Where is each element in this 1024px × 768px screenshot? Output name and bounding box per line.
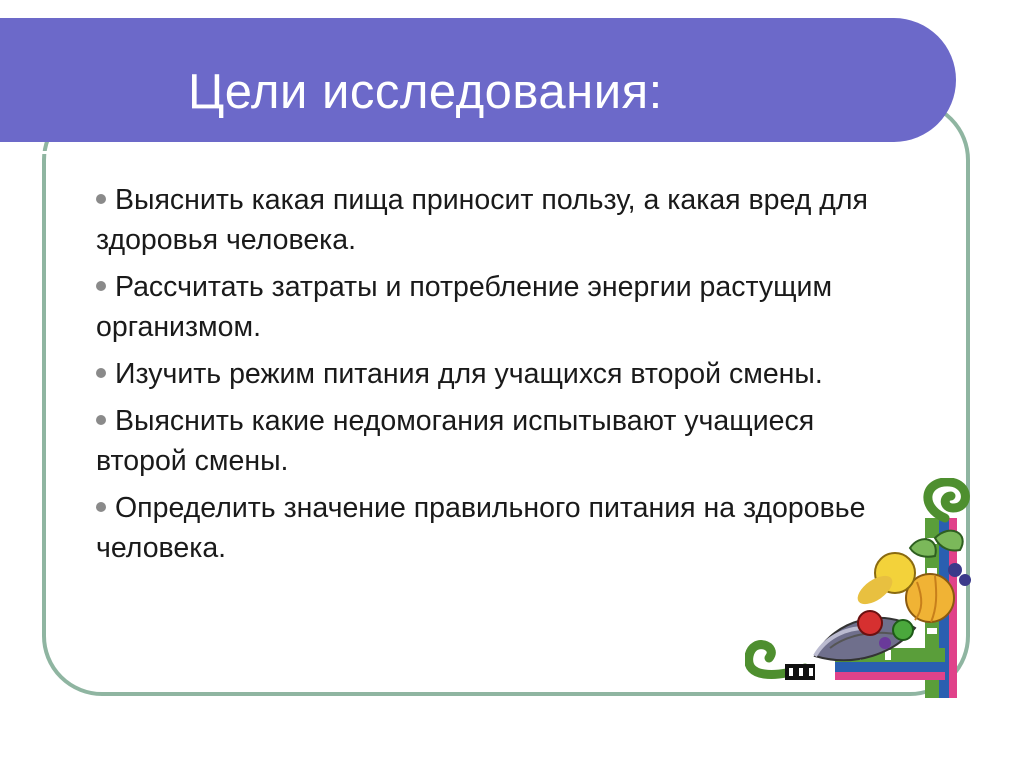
- slide-title: Цели исследования:: [188, 65, 663, 119]
- title-bar: [0, 18, 956, 142]
- list-item-text: Рассчитать затраты и потребление энергии растущим организмом.: [96, 271, 833, 343]
- title-underline: [0, 151, 905, 154]
- list-item-text: Выяснить какие недомогания испытывают учащиеся второй смены.: [96, 405, 815, 477]
- list-item: [96, 267, 886, 347]
- bullet-dot-icon: [96, 415, 106, 425]
- bullet-dot-icon: [96, 194, 106, 204]
- list-item: [96, 180, 886, 260]
- list-item: [96, 354, 886, 394]
- bullet-dot-icon: [96, 368, 106, 378]
- bullet-dot-icon: [96, 502, 106, 512]
- bullet-dot-icon: [96, 281, 106, 291]
- list-item: [96, 401, 886, 481]
- cornucopia-icon: [745, 478, 985, 716]
- list-item-text: Изучить режим питания для учащихся второй смены.: [115, 358, 823, 390]
- list-item-text: Определить значение правильного питания на здоровье человека.: [96, 492, 866, 564]
- list-item-text: Выяснить какая пища приносит пользу, а какая вред для здоровья человека.: [96, 184, 868, 256]
